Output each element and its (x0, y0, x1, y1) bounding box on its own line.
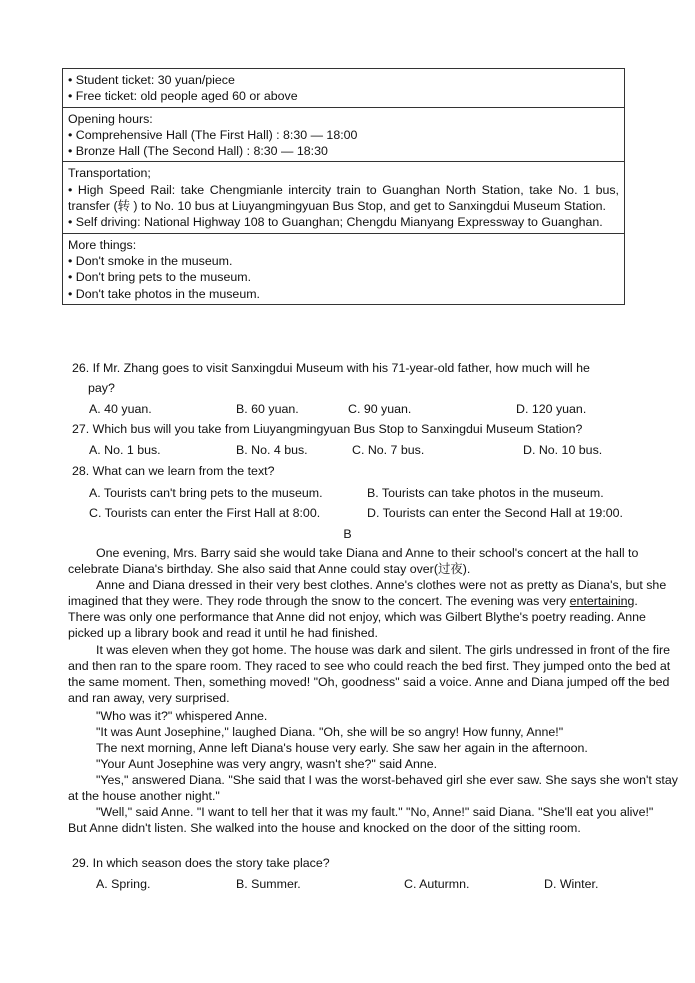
q26-option-d[interactable]: D. 120 yuan. (516, 402, 587, 416)
free-ticket: • Free ticket: old people aged 60 or above (68, 89, 298, 104)
q29-option-b[interactable]: B. Summer. (236, 877, 301, 891)
q26-option-c[interactable]: C. 90 yuan. (348, 402, 412, 416)
q29-option-a[interactable]: A. Spring. (96, 877, 151, 891)
q28-option-a[interactable]: A. Tourists can't bring pets to the museum. (89, 486, 323, 500)
q26-option-a[interactable]: A. 40 yuan. (89, 402, 152, 416)
passage-paragraph-7: "Your Aunt Josephine was very angry, wasn't she?" said Anne. (96, 757, 438, 771)
question-27-stem: 27. Which bus will you take from Liuyangmingyuan Bus Stop to Sanxingdui Museum Station? (72, 422, 583, 436)
student-ticket: • Student ticket: 30 yuan/piece (68, 73, 235, 87)
passage-paragraph-5: "It was Aunt Josephine," laughed Diana. "Oh, she will be so angry! How funny, Anne!" (96, 725, 564, 739)
first-hall-hours: • Comprehensive Hall (The First Hall) : 8:30 — 18:00 (68, 127, 358, 142)
rail-info: • High Speed Rail: take Chengmianle intercity train to Guanghan North Station, take No. 1 bus, transfer (转 ) to No. 10 bus at Liuyangmingyuan Bus Stop, and get to Sanxingdui Museum Station. (68, 182, 619, 214)
rule-no-photos: • Don't take photos in the museum. (68, 286, 260, 301)
opening-hours-title: Opening hours: (68, 111, 153, 126)
opening-hours-cell (63, 107, 624, 162)
question-29-stem: 29. In which season does the story take place? (72, 856, 330, 870)
q29-option-d[interactable]: D. Winter. (544, 877, 599, 891)
self-driving-info: • Self driving: National Highway 108 to Guanghan; Chengdu Mianyang Expressway to Guanghan. (68, 215, 603, 230)
q28-option-d[interactable]: D. Tourists can enter the Second Hall at 19:00. (367, 506, 623, 520)
question-26-stem-cont: pay? (88, 381, 115, 395)
transportation-title: Transportation; (68, 166, 151, 181)
passage-paragraph-6: The next morning, Anne left Diana's house very early. She saw her again in the afternoon. (96, 741, 588, 755)
second-hall-hours: • Bronze Hall (The Second Hall) : 8:30 — 18:30 (68, 144, 328, 159)
passage-paragraph-4: "Who was it?" whispered Anne. (96, 709, 268, 723)
q27-option-c[interactable]: C. No. 7 bus. (352, 443, 425, 457)
question-26-stem: 26. If Mr. Zhang goes to visit Sanxingdui Museum with his 71-year-old father, how much will he (72, 361, 590, 375)
transportation-cell (63, 161, 624, 232)
passage-paragraph-9: "Well," said Anne. "I want to tell her that it was my fault." "No, Anne!" said Diana. "She'll eat you alive!" But Anne didn't listen. She walked into the house and knocked on the door of the sitting room. (68, 805, 654, 836)
more-things-cell (63, 233, 624, 304)
passage-paragraph-8: "Yes," answered Diana. "She said that I was the worst-behaved girl she ever saw. She says she won't stay at the house another night." (68, 773, 678, 804)
question-28-stem: 28. What can we learn from the text? (72, 464, 275, 478)
passage-paragraph-1: One evening, Mrs. Barry said she would take Diana and Anne to their school's concert at the hall to celebrate Diana's birthday. She also said that Anne could stay over(过夜). (68, 546, 639, 577)
q29-option-c[interactable]: C. Auturmn. (404, 877, 470, 891)
section-b-heading: B (343, 527, 352, 541)
underlined-word: entertaining (569, 594, 635, 609)
q27-option-a[interactable]: A. No. 1 bus. (89, 443, 161, 457)
passage-paragraph-3: It was eleven when they got home. The house was dark and silent. The girls undressed in front of the fire and then ran to the spare room. They raced to see who could reach the bed first. They jumped onto the bed at the same moment. Then, something moved! "Oh, goodness" said a voice. Anne and Diana jumped off the bed and ran away, very surprised. (68, 643, 671, 706)
more-things-title: More things: (68, 237, 137, 252)
rule-no-pets: • Don't bring pets to the museum. (68, 270, 252, 285)
passage-paragraph-2: Anne and Diana dressed in their very best clothes. Anne's clothes were not as pretty as Diana's, but she imagined that they were. They rode through the snow to the concert. The evening was very entertaining. There was only one performance that Anne did not enjoy, which was Gilbert Blythe's poetry reading. Anne picked up a library book and read it until he had finished. (68, 578, 667, 641)
tickets-cell (63, 69, 624, 107)
rule-no-smoking: • Don't smoke in the museum. (68, 253, 233, 268)
museum-info-table (62, 68, 625, 305)
q26-option-b[interactable]: B. 60 yuan. (236, 402, 299, 416)
q28-option-b[interactable]: B. Tourists can take photos in the museum. (367, 486, 604, 500)
q27-option-b[interactable]: B. No. 4 bus. (236, 443, 308, 457)
q27-option-d[interactable]: D. No. 10 bus. (523, 443, 603, 457)
q28-option-c[interactable]: C. Tourists can enter the First Hall at 8:00. (89, 506, 321, 520)
